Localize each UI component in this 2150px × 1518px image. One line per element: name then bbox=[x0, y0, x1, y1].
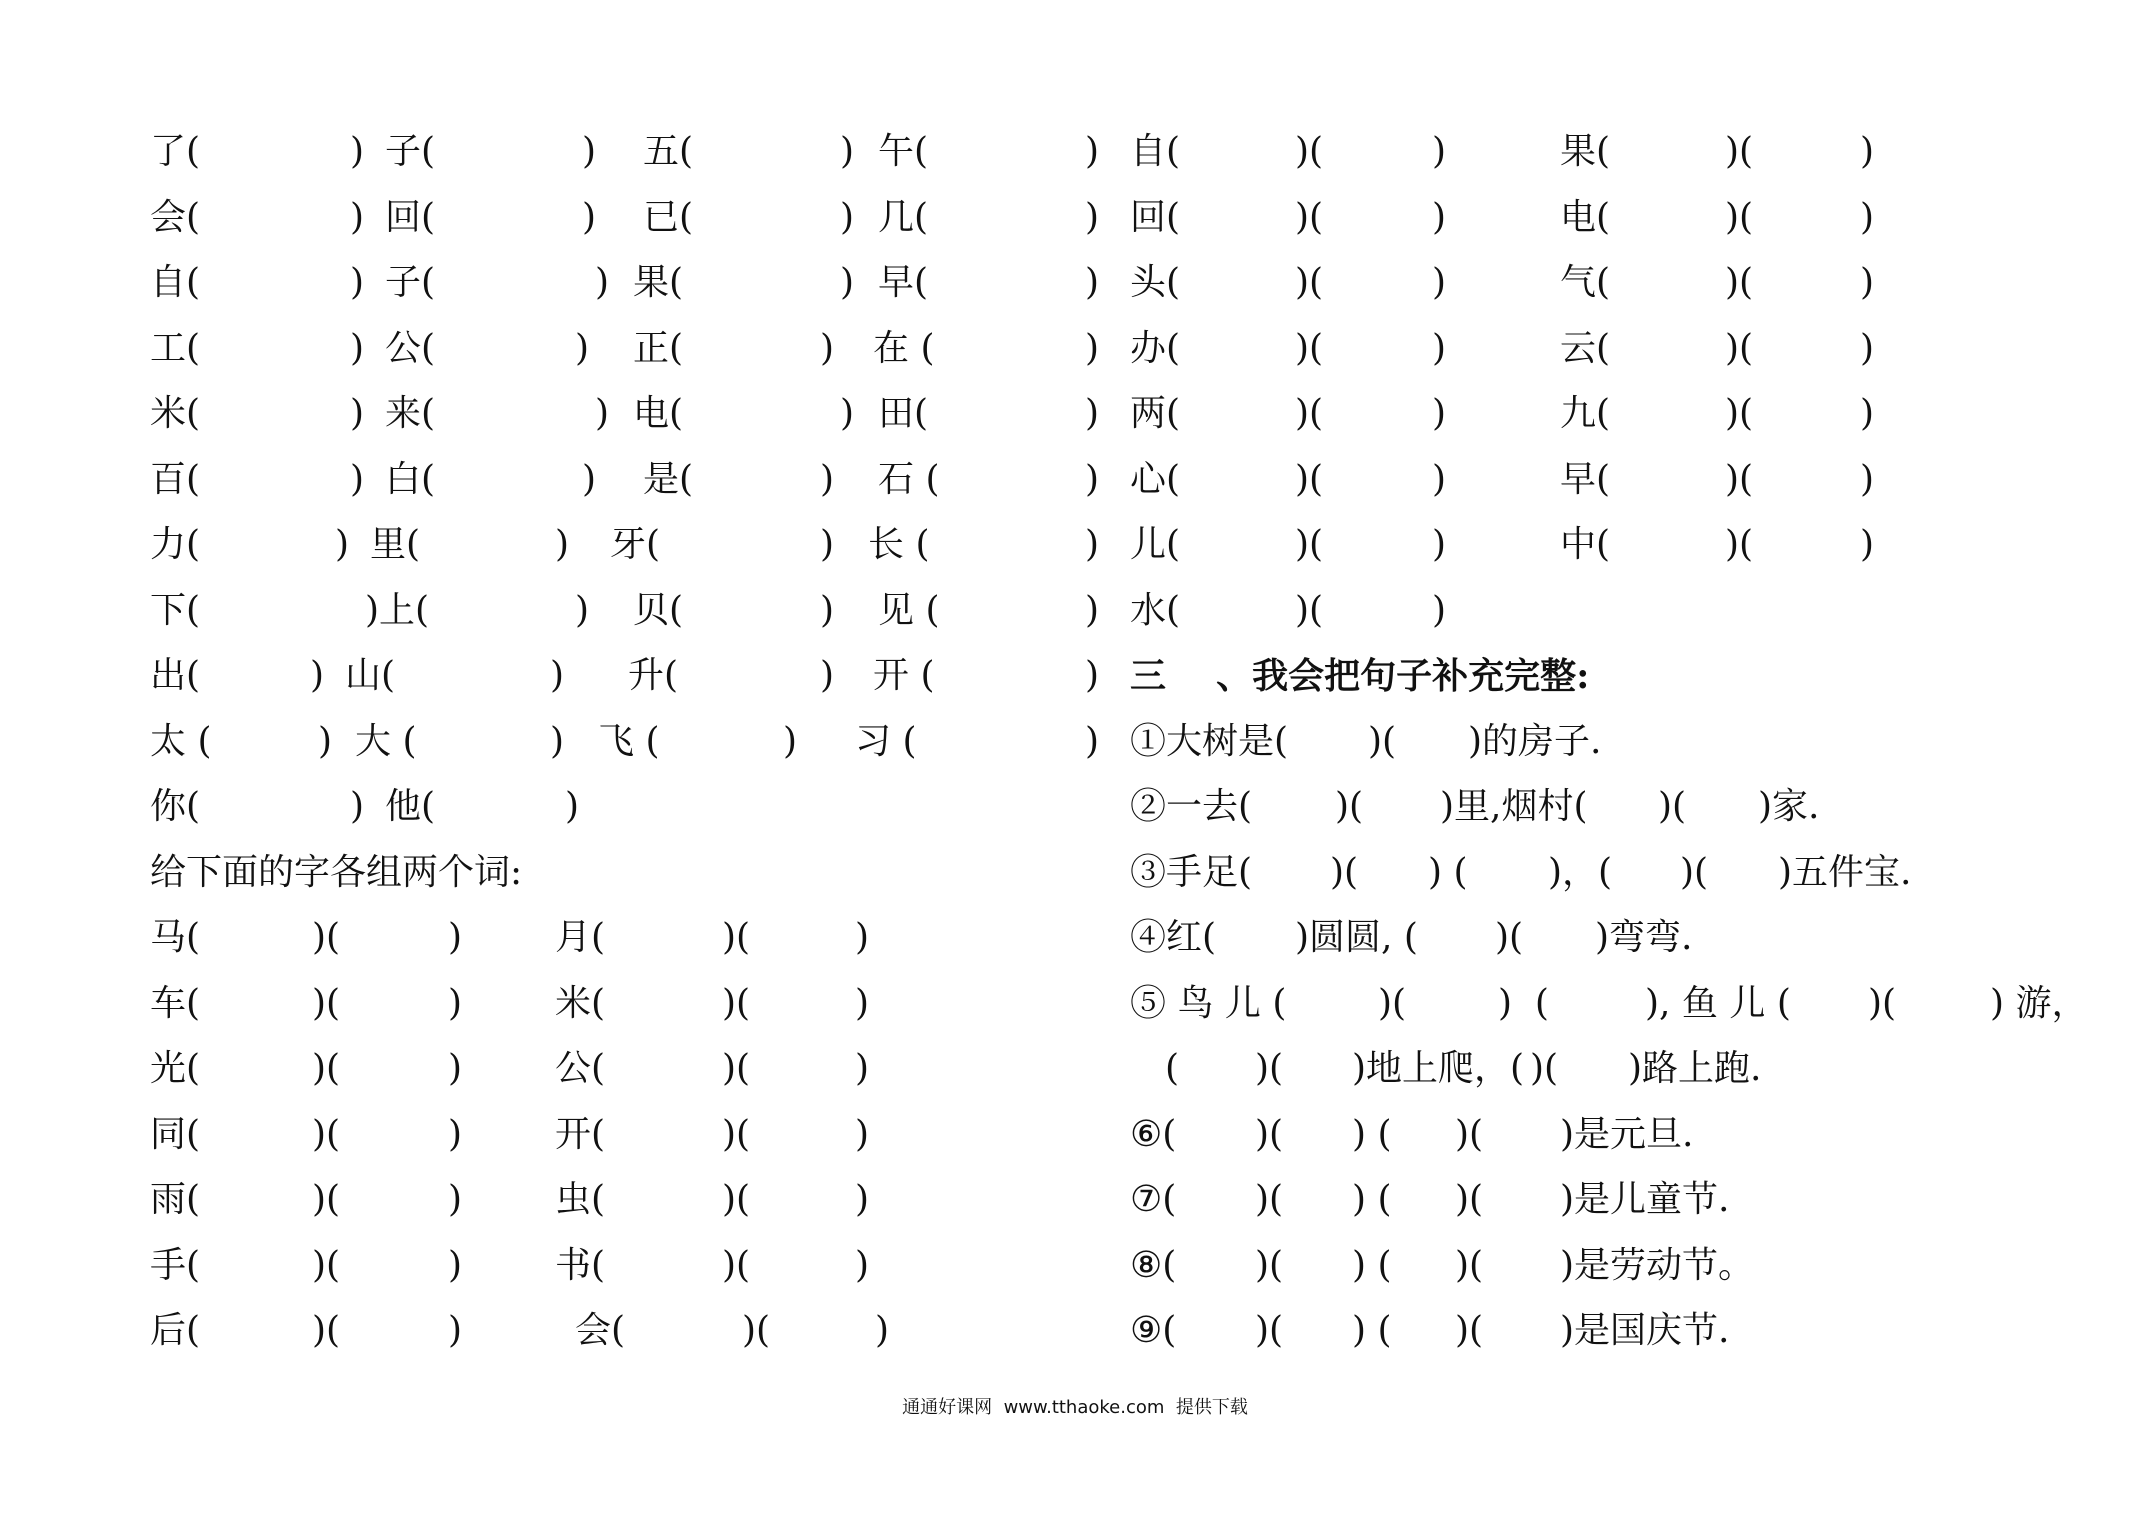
word-group-cell: 会( bbox=[575, 1310, 626, 1351]
word-group-cell: ) bbox=[1432, 458, 1447, 500]
sentence-fragment: ⑥( bbox=[1130, 1113, 1177, 1155]
section-title-sentences: 三 、我会把句子补充完整: bbox=[1130, 655, 1590, 697]
sentence-fragment: ) ( bbox=[1498, 982, 1549, 1024]
word-group-cell: 头( bbox=[1130, 262, 1181, 303]
sentence-fragment: ④红( bbox=[1130, 917, 1217, 958]
word-group-cell: ) bbox=[1432, 262, 1447, 303]
fill-blank-cell: ) bbox=[1085, 262, 1100, 303]
fill-blank-cell: 山( bbox=[345, 655, 396, 696]
fill-blank-cell: ) bbox=[550, 720, 565, 762]
fill-blank-cell: ) bbox=[783, 720, 798, 762]
sentence-fragment: )( bbox=[1455, 1310, 1484, 1351]
sentence-fragment: )是国庆节. bbox=[1560, 1310, 1730, 1351]
fill-blank-cell: 习 ( bbox=[855, 720, 917, 762]
fill-blank-cell: 出( bbox=[150, 655, 201, 696]
fill-blank-cell: 自( bbox=[150, 262, 201, 303]
sentence-fragment: )( bbox=[1330, 851, 1359, 893]
word-group-cell: ) bbox=[855, 917, 870, 958]
fill-blank-cell: ) bbox=[350, 393, 365, 434]
word-group-cell: )( bbox=[1725, 524, 1754, 565]
word-group-cell: )( bbox=[312, 982, 341, 1024]
fill-blank-cell: 在 ( bbox=[873, 327, 935, 369]
word-group-cell: 云( bbox=[1560, 327, 1611, 369]
fill-blank-cell: 太 ( bbox=[150, 720, 212, 762]
word-group-cell: ) bbox=[1860, 393, 1875, 434]
sentence-fragment: )( bbox=[1455, 1179, 1484, 1220]
fill-blank-cell: ) bbox=[820, 524, 835, 565]
sentence-fragment: ), 鱼 儿 ( bbox=[1645, 982, 1791, 1024]
fill-blank-cell: ) bbox=[1085, 131, 1100, 172]
sentence-fragment: )( bbox=[1495, 917, 1524, 958]
sentence-fragment: ②一去( bbox=[1130, 786, 1253, 827]
word-group-cell: )( bbox=[1295, 131, 1324, 172]
word-group-cell: )( bbox=[722, 917, 751, 958]
fill-blank-cell: ) bbox=[1085, 655, 1100, 696]
sentence-fragment: ) ( bbox=[1428, 851, 1468, 893]
word-group-cell: 月( bbox=[555, 917, 606, 958]
sentence-fragment: )里,烟村( bbox=[1440, 786, 1588, 827]
footer-source: 通通好课网 www.tthaoke.com 提供下载 bbox=[902, 1397, 1248, 1418]
word-group-cell: ) bbox=[855, 1244, 870, 1286]
fill-blank-cell: ) bbox=[1085, 589, 1100, 631]
sentence-fragment: ③手足( bbox=[1130, 851, 1253, 893]
word-group-cell: )( bbox=[1725, 458, 1754, 500]
sentence-fragment: )是劳动节。 bbox=[1560, 1244, 1755, 1286]
sentence-fragment: )( bbox=[1255, 1113, 1284, 1155]
fill-blank-cell: ) bbox=[840, 131, 855, 172]
fill-blank-cell: 里( bbox=[370, 524, 421, 565]
fill-blank-cell: ) bbox=[335, 524, 350, 565]
sentence-fragment: )是元旦. bbox=[1560, 1113, 1694, 1155]
fill-blank-cell: 米( bbox=[150, 393, 201, 434]
fill-blank-cell: ) bbox=[820, 589, 835, 631]
sentence-fragment: ) 游， bbox=[1990, 982, 2088, 1024]
word-group-cell: )( bbox=[312, 1048, 341, 1089]
sentence-fragment: )( bbox=[1455, 1113, 1484, 1155]
sentence-fragment: )弯弯. bbox=[1595, 917, 1693, 958]
word-group-cell: )( bbox=[312, 917, 341, 958]
fill-blank-cell: ) bbox=[550, 655, 565, 696]
word-group-cell: 两( bbox=[1130, 393, 1181, 434]
word-group-cell: )( bbox=[742, 1310, 771, 1351]
fill-blank-cell: 开 ( bbox=[873, 655, 935, 696]
fill-blank-cell: ) bbox=[1085, 327, 1100, 369]
word-group-cell: )( bbox=[1295, 589, 1324, 631]
word-group-cell: 开( bbox=[555, 1113, 606, 1155]
word-group-cell: 自( bbox=[1130, 131, 1181, 172]
word-group-cell: ) bbox=[855, 1179, 870, 1220]
fill-blank-cell: 子( bbox=[385, 131, 436, 172]
fill-blank-cell: 电( bbox=[633, 393, 684, 434]
sentence-fragment: )( bbox=[1680, 851, 1709, 893]
sentence-fragment: )( bbox=[1378, 982, 1407, 1024]
fill-blank-cell: 力( bbox=[150, 524, 201, 565]
sentence-fragment: )( bbox=[1255, 1244, 1284, 1286]
word-group-cell: )( bbox=[1295, 524, 1324, 565]
word-group-cell: ) bbox=[448, 1048, 463, 1089]
fill-blank-cell: 你( bbox=[150, 786, 201, 827]
fill-blank-cell: ) bbox=[1085, 458, 1100, 500]
fill-blank-cell: 子( bbox=[385, 262, 436, 303]
word-group-cell: 书( bbox=[555, 1244, 606, 1286]
word-group-cell: 同( bbox=[150, 1113, 201, 1155]
word-group-cell: 米( bbox=[555, 982, 606, 1024]
word-group-cell: 早( bbox=[1560, 458, 1611, 500]
word-group-cell: 办( bbox=[1130, 327, 1181, 369]
fill-blank-cell: 石 ( bbox=[878, 458, 940, 500]
sentence-fragment: )( bbox=[1368, 720, 1397, 762]
word-group-cell: 电( bbox=[1560, 196, 1611, 238]
fill-blank-cell: 来( bbox=[385, 393, 436, 434]
fill-blank-cell: ) bbox=[820, 327, 835, 369]
fill-blank-cell: 飞 ( bbox=[598, 720, 660, 762]
word-group-cell: )( bbox=[1295, 196, 1324, 238]
word-group-cell: 九( bbox=[1560, 393, 1611, 434]
sentence-fragment: ( bbox=[1165, 1048, 1180, 1089]
word-group-cell: 心( bbox=[1130, 458, 1181, 500]
word-group-cell: )( bbox=[1295, 458, 1324, 500]
sentence-fragment: ⑤ 鸟 儿 ( bbox=[1130, 982, 1287, 1024]
fill-blank-cell: 田( bbox=[878, 393, 929, 434]
fill-blank-cell: 牙( bbox=[610, 524, 661, 565]
word-group-cell: ) bbox=[1860, 262, 1875, 303]
fill-blank-cell: ) bbox=[1085, 196, 1100, 238]
word-group-cell: )( bbox=[722, 1113, 751, 1155]
word-group-cell: ) bbox=[1432, 196, 1447, 238]
fill-blank-cell: 长 ( bbox=[868, 524, 930, 565]
word-group-cell: 果( bbox=[1560, 131, 1611, 172]
word-group-cell: ) bbox=[1860, 131, 1875, 172]
word-group-cell: 雨( bbox=[150, 1179, 201, 1220]
word-group-cell: ) bbox=[1860, 458, 1875, 500]
fill-blank-cell: 午( bbox=[878, 131, 929, 172]
word-group-cell: 中( bbox=[1560, 524, 1611, 565]
word-group-cell: )( bbox=[722, 1048, 751, 1089]
fill-blank-cell: ) bbox=[582, 196, 597, 238]
sentence-fragment: )圆圆, ( bbox=[1295, 917, 1418, 958]
word-group-cell: )( bbox=[1725, 393, 1754, 434]
fill-blank-cell: 白( bbox=[385, 458, 436, 500]
sentence-fragment: )( bbox=[1868, 982, 1897, 1024]
word-group-cell: ) bbox=[875, 1310, 890, 1351]
fill-blank-cell: ) bbox=[350, 327, 365, 369]
word-group-cell: )( bbox=[1725, 196, 1754, 238]
sentence-fragment: )家. bbox=[1758, 786, 1820, 827]
fill-blank-cell: ) bbox=[840, 262, 855, 303]
word-group-cell: )( bbox=[1725, 262, 1754, 303]
fill-blank-cell: 工( bbox=[150, 327, 201, 369]
sentence-fragment: )地上爬，( bbox=[1352, 1048, 1525, 1089]
word-group-cell: )( bbox=[1295, 262, 1324, 303]
word-group-cell: ) bbox=[1432, 589, 1447, 631]
fill-blank-cell: 已( bbox=[643, 196, 694, 238]
fill-blank-cell: ) bbox=[582, 458, 597, 500]
sentence-fragment: )( bbox=[1455, 1244, 1484, 1286]
fill-blank-cell: ) bbox=[350, 196, 365, 238]
fill-blank-cell: 果( bbox=[633, 262, 684, 303]
fill-blank-cell: ) bbox=[582, 131, 597, 172]
sentence-fragment: ) ( bbox=[1352, 1244, 1392, 1286]
word-group-cell: )( bbox=[1725, 327, 1754, 369]
fill-blank-cell: 早( bbox=[878, 262, 929, 303]
fill-blank-cell: 百( bbox=[150, 458, 201, 500]
sentence-fragment: )( bbox=[1255, 1179, 1284, 1220]
fill-blank-cell: 五( bbox=[643, 131, 694, 172]
word-group-cell: ) bbox=[448, 1244, 463, 1286]
fill-blank-cell: ) bbox=[1085, 720, 1100, 762]
fill-blank-cell: )上( bbox=[365, 589, 430, 631]
word-group-cell: )( bbox=[1295, 327, 1324, 369]
fill-blank-cell: ) bbox=[318, 720, 333, 762]
sentence-fragment: )是儿童节. bbox=[1560, 1179, 1730, 1220]
sentence-fragment: )( bbox=[1255, 1310, 1284, 1351]
fill-blank-cell: 正( bbox=[633, 327, 684, 369]
sentence-fragment: ⑨( bbox=[1130, 1310, 1177, 1351]
fill-blank-cell: ) bbox=[595, 393, 610, 434]
fill-blank-cell: ) bbox=[820, 655, 835, 696]
fill-blank-cell: ) bbox=[595, 262, 610, 303]
fill-blank-cell: ) bbox=[1085, 524, 1100, 565]
sentence-fragment: )( bbox=[1658, 786, 1687, 827]
word-group-cell: ) bbox=[1432, 524, 1447, 565]
fill-blank-cell: 了( bbox=[150, 131, 201, 172]
sentence-fragment: )五件宝. bbox=[1778, 851, 1912, 893]
word-group-cell: ) bbox=[448, 982, 463, 1024]
fill-blank-cell: 大 ( bbox=[355, 720, 417, 762]
fill-blank-cell: ) bbox=[840, 196, 855, 238]
word-group-cell: )( bbox=[722, 982, 751, 1024]
fill-blank-cell: ) bbox=[350, 262, 365, 303]
sentence-fragment: ⑦( bbox=[1130, 1179, 1177, 1220]
fill-blank-cell: ) bbox=[1085, 393, 1100, 434]
word-group-cell: ) bbox=[1860, 327, 1875, 369]
word-group-cell: ) bbox=[1432, 327, 1447, 369]
word-group-cell: 儿( bbox=[1130, 524, 1181, 565]
word-group-cell: ) bbox=[448, 1179, 463, 1220]
word-group-cell: )( bbox=[312, 1179, 341, 1220]
word-group-cell: ) bbox=[1860, 196, 1875, 238]
word-group-cell: ) bbox=[448, 1113, 463, 1155]
sentence-fragment: )( bbox=[1255, 1048, 1284, 1089]
word-group-cell: )( bbox=[1725, 131, 1754, 172]
fill-blank-cell: 公( bbox=[385, 327, 436, 369]
word-group-cell: 水( bbox=[1130, 589, 1181, 631]
word-group-cell: ) bbox=[1432, 131, 1447, 172]
section-title-word-groups: 给下面的字各组两个词: bbox=[150, 851, 523, 893]
word-group-cell: ) bbox=[448, 917, 463, 958]
word-group-cell: ) bbox=[855, 1048, 870, 1089]
word-group-cell: )( bbox=[312, 1113, 341, 1155]
fill-blank-cell: 下( bbox=[150, 589, 201, 631]
word-group-cell: ) bbox=[448, 1310, 463, 1351]
sentence-fragment: )路上跑. bbox=[1628, 1048, 1762, 1089]
word-group-cell: 后( bbox=[150, 1310, 201, 1351]
word-group-cell: )( bbox=[312, 1244, 341, 1286]
fill-blank-cell: ) bbox=[575, 589, 590, 631]
fill-blank-cell: 他( bbox=[385, 786, 436, 827]
fill-blank-cell: ) bbox=[565, 786, 580, 827]
fill-blank-cell: 几( bbox=[878, 196, 929, 238]
fill-blank-cell: 见 ( bbox=[878, 589, 940, 631]
word-group-cell: ) bbox=[1432, 393, 1447, 434]
fill-blank-cell: ) bbox=[820, 458, 835, 500]
sentence-fragment: )的房子. bbox=[1468, 720, 1602, 762]
sentence-fragment: )，( bbox=[1548, 851, 1613, 893]
fill-blank-cell: 贝( bbox=[633, 589, 684, 631]
fill-blank-cell: ) bbox=[350, 458, 365, 500]
word-group-cell: 车( bbox=[150, 982, 201, 1024]
fill-blank-cell: ) bbox=[575, 327, 590, 369]
word-group-cell: )( bbox=[722, 1179, 751, 1220]
sentence-fragment: ①大树是( bbox=[1130, 720, 1289, 762]
sentence-fragment: )( bbox=[1530, 1048, 1559, 1089]
sentence-fragment: ) ( bbox=[1352, 1310, 1392, 1351]
sentence-fragment: ) ( bbox=[1352, 1179, 1392, 1220]
word-group-cell: 回( bbox=[1130, 196, 1181, 238]
fill-blank-cell: 升( bbox=[628, 655, 679, 696]
fill-blank-cell: ) bbox=[350, 786, 365, 827]
fill-blank-cell: 会( bbox=[150, 196, 201, 238]
sentence-fragment: )( bbox=[1335, 786, 1364, 827]
fill-blank-cell: ) bbox=[310, 655, 325, 696]
fill-blank-cell: 回( bbox=[385, 196, 436, 238]
word-group-cell: 光( bbox=[150, 1048, 201, 1089]
word-group-cell: 手( bbox=[150, 1244, 201, 1286]
word-group-cell: 虫( bbox=[555, 1179, 606, 1220]
word-group-cell: 气( bbox=[1560, 262, 1611, 303]
word-group-cell: ) bbox=[855, 982, 870, 1024]
word-group-cell: )( bbox=[312, 1310, 341, 1351]
word-group-cell: 公( bbox=[555, 1048, 606, 1089]
word-group-cell: )( bbox=[1295, 393, 1324, 434]
sentence-fragment: ⑧( bbox=[1130, 1244, 1177, 1286]
fill-blank-cell: ) bbox=[840, 393, 855, 434]
word-group-cell: 马( bbox=[150, 917, 201, 958]
fill-blank-cell: ) bbox=[350, 131, 365, 172]
fill-blank-cell: 是( bbox=[643, 458, 694, 500]
fill-blank-cell: ) bbox=[555, 524, 570, 565]
sentence-fragment: ) ( bbox=[1352, 1113, 1392, 1155]
word-group-cell: ) bbox=[1860, 524, 1875, 565]
word-group-cell: )( bbox=[722, 1244, 751, 1286]
word-group-cell: ) bbox=[855, 1113, 870, 1155]
